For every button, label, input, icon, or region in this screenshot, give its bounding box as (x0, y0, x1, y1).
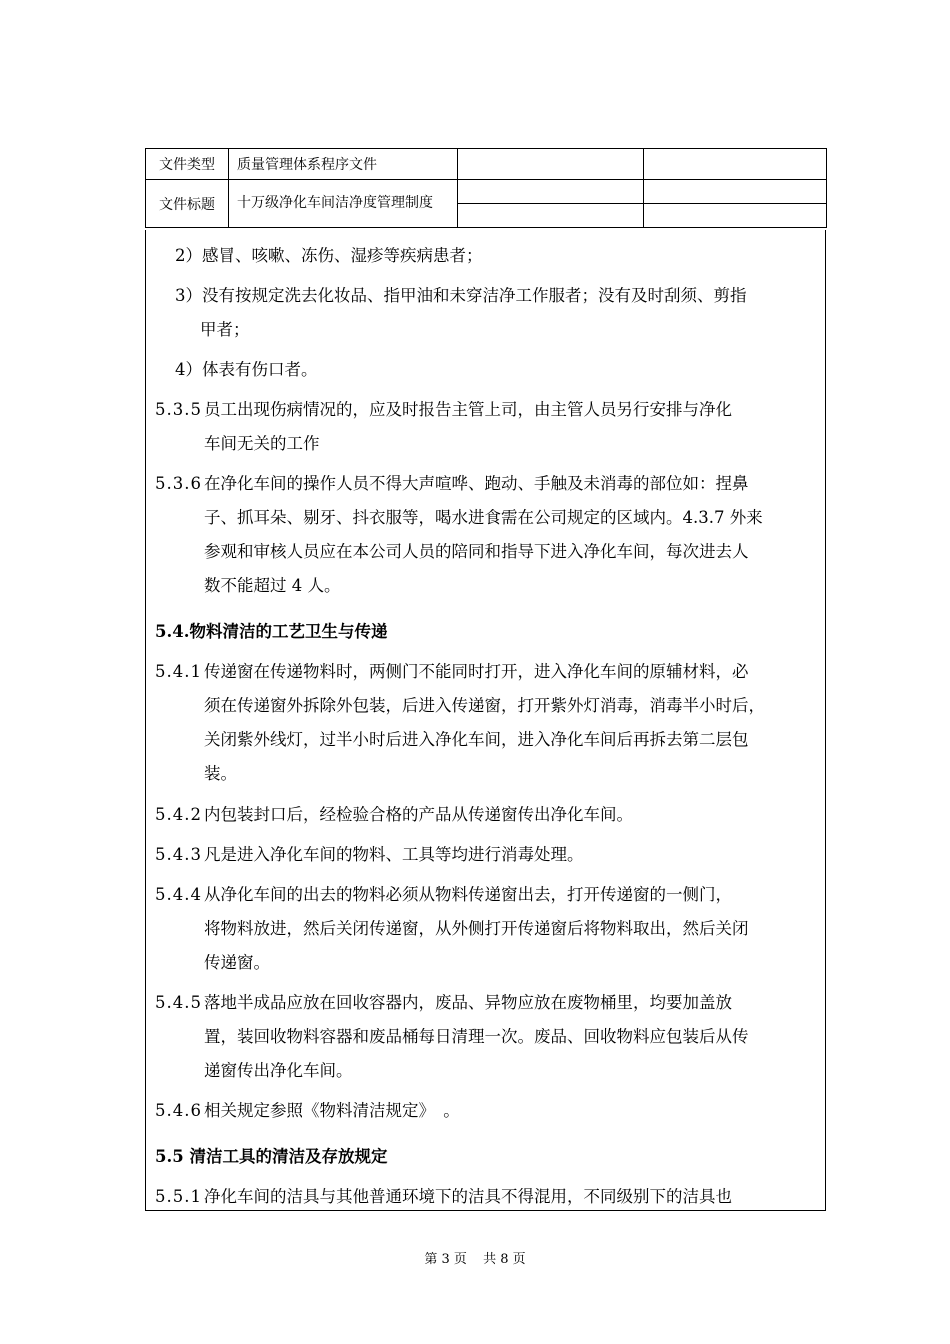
clause-5-5-1: 5.5.1 净化车间的洁具与其他普通环境下的洁具不得混用，不同级别下的洁具也 (155, 1187, 732, 1206)
file-type-label: 文件类型 (146, 149, 229, 180)
list-item: 3）没有按规定洗去化妆品、指甲油和未穿洁净工作服者；没有及时刮须、剪指 甲者； (175, 286, 747, 339)
empty-cell (458, 149, 644, 180)
document-header-table (145, 148, 827, 228)
file-title-label: 文件标题 (146, 180, 229, 228)
file-title-value: 十万级净化车间洁净度管理制度 (229, 180, 458, 228)
clause-5-4-6: 5.4.6 相关规定参照《物料清洁规定》 。 (155, 1101, 460, 1120)
empty-cell (644, 149, 827, 180)
empty-cell (644, 180, 827, 204)
page-total: 共 8 页 (483, 1252, 526, 1267)
list-item: 2）感冒、咳嗽、冻伤、湿疹等疾病患者； (175, 246, 483, 265)
empty-cell (458, 180, 644, 204)
clause-5-4-2: 5.4.2 内包装封口后，经检验合格的产品从传递窗传出净化车间。 (155, 805, 633, 824)
section-heading-5-4: 5.4.物料清洁的工艺卫生与传递 (155, 622, 388, 641)
clause-5-4-1: 5.4.1 传递窗在传递物料时，两侧门不能同时打开，进入净化车间的原辅材料，必 须在传递窗外拆除外包装，后进入传递窗，打开紫外灯消毒，消毒半小时后， 关闭紫外线灯，过半小时后进入净化车间，进入净化车间后再拆去第二层包 装。 (155, 662, 765, 783)
empty-cell (644, 204, 827, 228)
section-heading-5-5: 5.5 清洁工具的清洁及存放规定 (155, 1147, 388, 1166)
clause-5-4-5: 5.4.5 落地半成品应放在回收容器内，废品、异物应放在废物桶里，均要加盖放 置，装回收物料容器和废品桶每日清理一次。废品、回收物料应包装后从传 递窗传出净化车间。 (155, 993, 749, 1080)
clause-5-4-4: 5.4.4 从净化车间的出去的物料必须从物料传递窗出去，打开传递窗的一侧门， 将物料放进，然后关闭传递窗，从外侧打开传递窗后将物料取出，然后关闭 传递窗。 (155, 885, 749, 972)
file-type-value: 质量管理体系程序文件 (229, 149, 458, 180)
clause-5-3-5: 5.3.5 员工出现伤病情况的，应及时报告主管上司，由主管人员另行安排与净化 车间无关的工作 (155, 400, 732, 453)
empty-cell (458, 204, 644, 228)
clause-5-3-6: 5.3.6 在净化车间的操作人员不得大声喧哗、跑动、手触及未消毒的部位如：捏鼻 子、抓耳朵、剔牙、抖衣服等，喝水进食需在公司规定的区域内。4.3.7 外来 参观和审核人员应在本公司人员的陪同和指导下进入净化车间，每次进去人 数不能超过 4 人。 (155, 474, 763, 595)
list-item: 4）体表有伤口者。 (175, 360, 318, 379)
page-number: 第 3 页 (424, 1252, 467, 1267)
page-footer (0, 1248, 950, 1267)
clause-5-4-3: 5.4.3 凡是进入净化车间的物料、工具等均进行消毒处理。 (155, 845, 584, 864)
document-body (145, 230, 826, 1211)
